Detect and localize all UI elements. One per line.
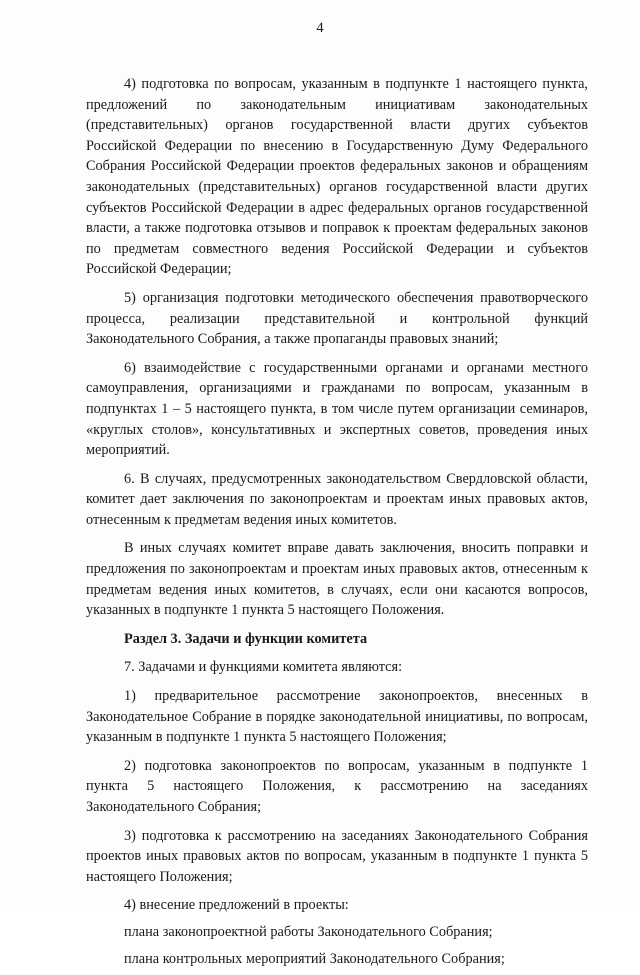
paragraph-task-3: 3) подготовка к рассмотрению на заседаниях Законодательного Собрания проектов иных правовых актов по вопросам, указанным в подпункте 1 пункта 5 настоящего Положения;: [86, 827, 588, 885]
paragraph-item-4-drafting-proposals: 4) подготовка по вопросам, указанным в подпункте 1 настоящего пункта, предложений по законодательным инициативам законодательных (представительных) органов государственной власти других субъектов Российской Федерации по внесению в Государственную Думу Федерального Собрания Российской Федерации проектов федеральных законов и обращениям законодательных (представительных) органов государственной власти других субъектов Российской Федерации в адрес федеральных органов государственной власти, а также подготовка отзывов и поправок к проектам федеральных законов по предметам совместного ведения Российской Федерации и субъектов Российской Федерации;: [86, 76, 588, 278]
paragraph-clause-7-intro: 7. Задачами и функциями комитета являются:: [124, 659, 403, 676]
paragraph-other-cases: В иных случаях комитет вправе давать заключения, вносить поправки и предложения по законопроектам и проектам иных правовых актов, отнесенным к предметам ведения иных комитетов, в случаях, если они касаются вопросов, указанных в подпункте 1 пункта 5 настоящего Положения.: [86, 540, 588, 619]
paragraph-item-5-methodical-support: 5) организация подготовки методического обеспечения правотворческого процесса, реализации представительной и контрольной функций Законодательного Собрания, а также пропаганды правовых знаний;: [86, 289, 588, 348]
document-body: [86, 74, 588, 975]
paragraph-task-4-plan-legislative: плана законопроектной работы Законодательного Собрания;: [124, 923, 493, 940]
paragraph-task-4-plan-control: плана контрольных мероприятий Законодательного Собрания;: [124, 950, 505, 967]
paragraph-clause-6-conclusions: 6. В случаях, предусмотренных законодательством Свердловской области, комитет дает заключения по законопроектам и проектам иных правовых актов, отнесенным к предметам ведения иных комитетов.: [86, 470, 588, 528]
paragraph-task-4: 4) внесение предложений в проекты:: [124, 897, 349, 914]
section-3-heading: Раздел 3. Задачи и функции комитета: [124, 630, 368, 647]
page-number: 4: [316, 20, 324, 36]
paragraph-item-6-interaction: 6) взаимодействие с государственными органами и органами местного самоуправления, организациями и гражданами по вопросам, указанным в подпунктах 1 – 5 настоящего пункта, в том числе путем организации семинаров, «круглых столов», консультативных и экспертных советов, проведения иных мероприятий.: [86, 359, 588, 459]
paragraph-task-2: 2) подготовка законопроектов по вопросам, указанным в подпункте 1 пункта 5 настоящего Положения, к рассмотрению на заседаниях Законодательного Собрания;: [86, 757, 588, 815]
paragraph-task-1: 1) предварительное рассмотрение законопроектов, внесенных в Законодательное Собрание в порядке законодательной инициативы, по вопросам, указанным в подпункте 1 пункта 5 настоящего Положения;: [86, 688, 588, 746]
